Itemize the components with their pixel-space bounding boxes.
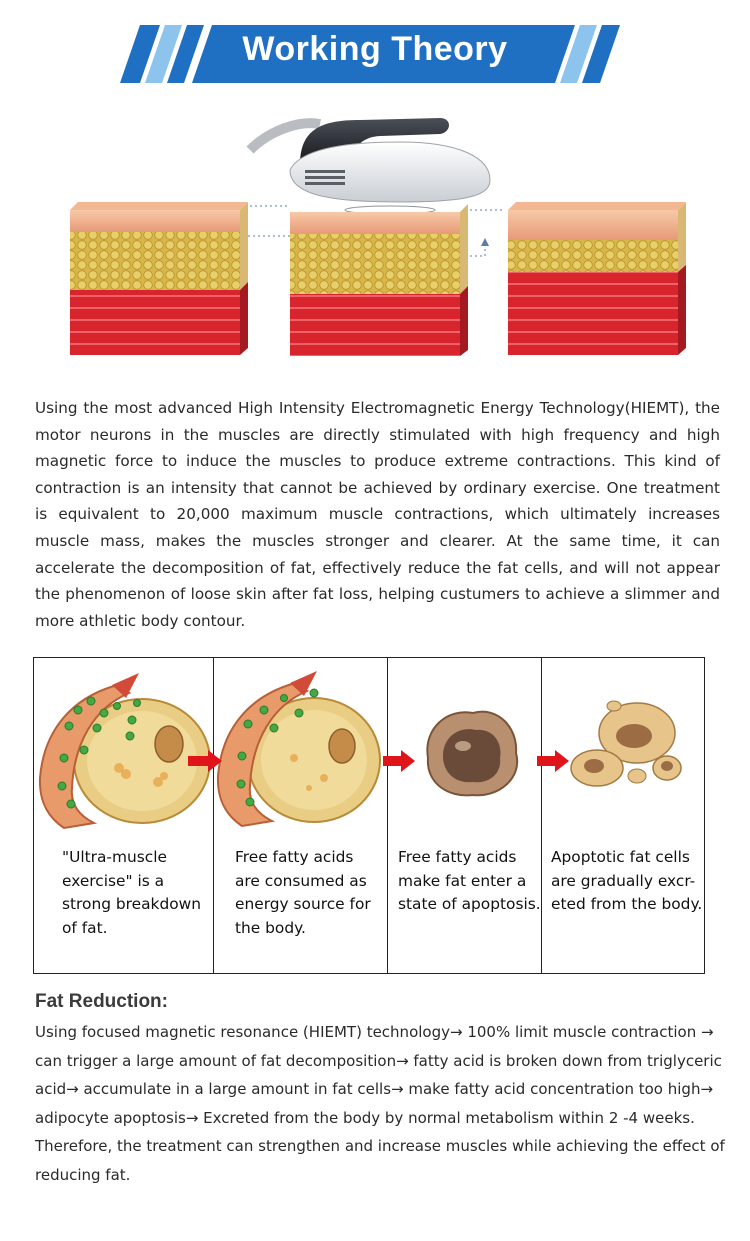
step-3-caption: Free fatty acids make fat enter a state of apoptosis. bbox=[398, 848, 541, 913]
tissue-illustration bbox=[0, 110, 750, 380]
step-arrow-icon bbox=[383, 750, 417, 772]
intro-paragraph: Using the most advanced High Intensity Electromagnetic Energy Technology(HIEMT), the motor neurons in the muscles are directly stimulated with high frequency and high magnetic force to induce the muscles to produce extreme contractions. This kind of contraction is an intensity that cannot be achieved by ordinary exercise. One treatment is equivalent to 20,000 maximum muscle contractions, which ultimately increases muscle mass, makes the muscles stronger and clearer. At the same time, it can accelerate the decomposition of fat, effectively reduce the fat cells, and will not appear the phenomenon of loose skin after fat loss, helping custumers to achieve a slimmer and more athletic body contour. bbox=[35, 399, 720, 630]
muscle-fat-cell-icon bbox=[34, 658, 213, 838]
up-arrow-icon bbox=[481, 238, 489, 246]
fat-consumption-icon bbox=[214, 658, 388, 838]
process-step-1 bbox=[34, 658, 213, 973]
step-2-caption: Free fatty acids are consumed as energy source for the body. bbox=[235, 848, 371, 937]
process-step-2 bbox=[213, 658, 387, 973]
tissue-block-after bbox=[508, 202, 686, 355]
apoptotic-fat-cell-icon bbox=[388, 658, 542, 838]
process-step-4 bbox=[541, 658, 704, 973]
step-arrow-icon bbox=[188, 750, 224, 772]
fat-reduction-heading: Fat Reduction: bbox=[35, 991, 168, 1012]
step-4-caption: Apoptotic fat cells are gradually excr- eted from the body. bbox=[551, 848, 703, 913]
step-arrow-icon bbox=[537, 750, 571, 772]
step-1-caption: "Ultra-muscle exercise" is a strong breakdown of fat. bbox=[62, 848, 201, 937]
fat-reduction-conclusion: Therefore, the treatment can strengthen and increase muscles while achieving the effect of reducing fat. bbox=[35, 1137, 725, 1184]
page-title: Working Theory bbox=[242, 30, 508, 68]
hiemt-device bbox=[250, 118, 490, 228]
process-step-3 bbox=[387, 658, 541, 973]
fat-breakdown-process bbox=[33, 657, 705, 974]
fat-reduction-process: Using focused magnetic resonance (HIEMT) technology→ 100% limit muscle contraction → can trigger a large amount of fat decomposition→ fatty acid is broken down from triglyceric acid→ accumulate in a large amount in fat cells→ make fatty acid concentration too high→ adipocyte apoptosis→ Excreted from the body by normal metabolism within 2 -4 weeks. bbox=[35, 1023, 722, 1127]
tissue-block-before bbox=[70, 202, 248, 355]
fat-reduction-body bbox=[35, 1018, 725, 1189]
tissue-block-during bbox=[290, 204, 468, 356]
excreted-fat-cells-icon bbox=[542, 658, 705, 838]
title-banner bbox=[0, 0, 750, 100]
